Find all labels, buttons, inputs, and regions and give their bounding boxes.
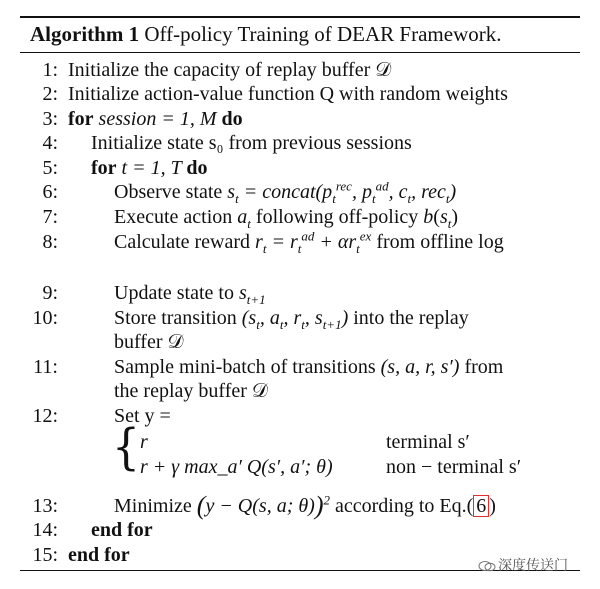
- line-number: 11:: [33, 356, 58, 378]
- observe-state-formula: $s_t$ = $concat(p_t^{rec}$, $p_t^{ad}$, $c_t$, rec$_t$): [227, 178, 457, 206]
- line-text: Set y =: [114, 405, 171, 427]
- line-text: Initialize state s₀ from previous sessions: [91, 132, 412, 154]
- algorithm-caption: Off-policy Training of DEAR Framework.: [144, 22, 502, 46]
- wechat-icon: [478, 560, 496, 572]
- line-text: the replay buffer 𝒟: [114, 380, 268, 402]
- line-text: buffer 𝒟: [114, 331, 184, 353]
- line-text: Observe state: [114, 181, 223, 203]
- line-text: Execute action: [114, 206, 233, 228]
- line-text: Update state to: [114, 282, 234, 304]
- line-text-tail: according to Eq.(: [330, 495, 474, 517]
- keyword-end-for: end for: [91, 519, 153, 541]
- case-1-expression: r: [140, 431, 148, 453]
- equation-reference-link[interactable]: 6: [473, 495, 489, 517]
- algorithm-title: [30, 22, 502, 47]
- closing-paren: ): [489, 495, 496, 517]
- keyword-for: for: [91, 157, 117, 179]
- line-text: Sample mini-batch of transitions: [114, 356, 376, 378]
- top-rule: [20, 16, 580, 18]
- line-text: t = 1, T: [116, 157, 187, 179]
- line-text-tail: into the replay: [348, 307, 469, 329]
- line-number: 6:: [42, 181, 58, 203]
- line-number: 10:: [32, 307, 58, 329]
- line-text: Initialize action-value function Q with random weights: [68, 83, 508, 105]
- line-text: Minimize: [114, 495, 192, 517]
- watermark: [478, 555, 568, 575]
- line-text-mid: following off-policy: [250, 206, 424, 228]
- reward-formula: $r_t = r_t^{ad} + \alpha r_t^{ex}$: [255, 228, 372, 256]
- line-number: 3:: [42, 108, 58, 130]
- case-2-condition: non − terminal s′: [386, 456, 522, 478]
- line-number: 2:: [42, 83, 58, 105]
- header-rule: [20, 52, 580, 53]
- line-number: 7:: [42, 206, 58, 228]
- line-number: 15:: [32, 544, 58, 566]
- algorithm-label: Algorithm 1: [30, 22, 140, 46]
- cases-brace: {: [112, 419, 140, 476]
- line-number: 12:: [32, 405, 58, 427]
- case-2-expression: r + γ max_a′ Q(s′, a′; θ): [140, 456, 333, 478]
- loss-formula: (y − Q(s, a; θ))$^2$: [196, 491, 331, 520]
- line-number: 9:: [42, 282, 58, 304]
- line-text: Store transition: [114, 307, 237, 329]
- line-text: Calculate reward: [114, 231, 251, 253]
- watermark-text: 深度传送门: [498, 558, 568, 574]
- line-number: 5:: [42, 157, 58, 179]
- keyword-do: do: [221, 108, 243, 130]
- line-number: 8:: [42, 231, 58, 253]
- line-text-tail: from offline log: [371, 231, 504, 253]
- line-text-tail: from: [459, 356, 504, 378]
- line-text: Initialize the capacity of replay buffer 𝒟: [68, 59, 392, 81]
- case-1-condition: terminal s′: [386, 431, 470, 453]
- keyword-for: for: [68, 108, 94, 130]
- line-number: 13:: [32, 495, 58, 517]
- line-number: 4:: [42, 132, 58, 154]
- line-text: session = 1, M: [93, 108, 222, 130]
- keyword-end-for: end for: [68, 544, 130, 566]
- line-number: 1:: [42, 59, 58, 81]
- keyword-do: do: [186, 157, 208, 179]
- line-number: 14:: [32, 519, 58, 541]
